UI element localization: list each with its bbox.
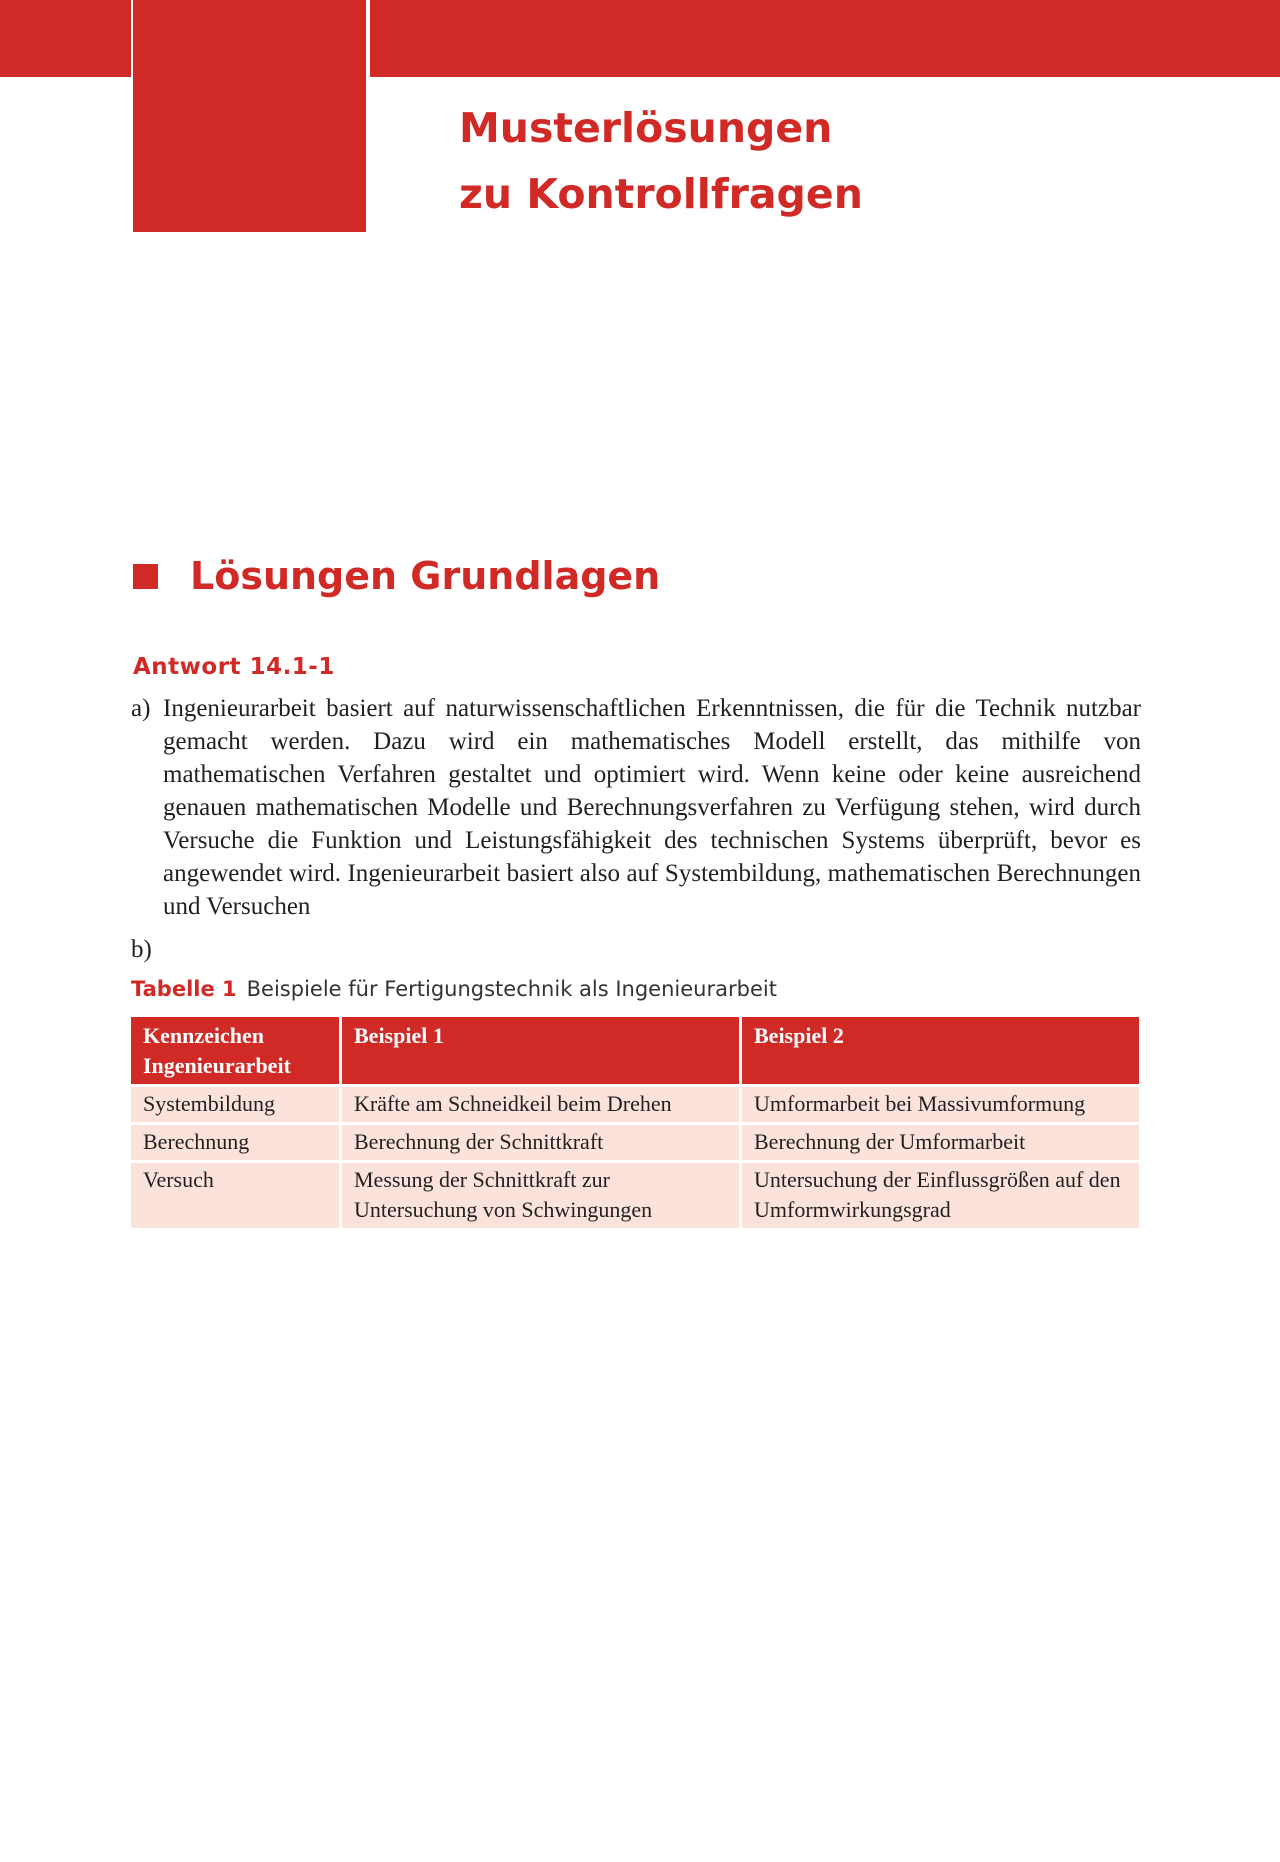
answer-part-b-marker: b): [131, 936, 152, 963]
chapter-color-block: [133, 0, 366, 232]
table-row: [131, 1125, 1139, 1160]
table-header-cell: Beispiel 2: [742, 1017, 1139, 1084]
header-band-right: [370, 0, 1280, 77]
table-caption-text: Beispiele für Fertigungstechnik als Ingenieurarbeit: [246, 977, 777, 1001]
table-row: [131, 1163, 1139, 1228]
table-header-cell: Kennzeichen Ingenieurarbeit: [131, 1017, 339, 1084]
section-heading-text: Lösungen Grundlagen: [190, 554, 661, 598]
answer-label: Antwort 14.1-1: [133, 654, 335, 680]
table-caption-label: Tabelle 1: [131, 977, 237, 1001]
table-caption: [131, 974, 777, 1004]
table-row: [131, 1087, 1139, 1122]
table-cell: Untersuchung der Einflussgrößen auf den Umformwirkungsgrad: [742, 1163, 1139, 1228]
answer-part-a: [131, 692, 1141, 923]
table-cell: Messung der Schnittkraft zur Untersuchung von Schwingungen: [342, 1163, 739, 1228]
table-header-row: [131, 1017, 1139, 1084]
chapter-title: [459, 95, 863, 227]
chapter-title-line-1: Musterlösungen: [459, 104, 833, 152]
chapter-title-line-2: zu Kontrollfragen: [459, 170, 863, 218]
answer-part-a-text: Ingenieurarbeit basiert auf naturwissenschaftlichen Erkenntnissen, die für die Technik nutzbar gemacht werden. Dazu wird ein mathematisches Modell erstellt, das mithilfe von mathematischen Verfahren gestaltet und optimiert wird. Wenn keine oder keine ausreichend genauen mathematischen Modelle und Berechnungsverfahren zu Verfügung stehen, wird durch Versuche die Funktion und Leistungsfähigkeit des technischen Systems überprüft, bevor es angewendet wird. Ingenieurarbeit basiert also auf Systembildung, mathematischen Berechnungen und Versuchen: [163, 695, 1141, 920]
table-cell: Kräfte am Schneidkeil beim Drehen: [342, 1087, 739, 1122]
table-header-cell: Beispiel 1: [342, 1017, 739, 1084]
examples-table: [128, 1014, 1142, 1231]
table-cell: Berechnung der Schnittkraft: [342, 1125, 739, 1160]
table-cell: Umformarbeit bei Massivumformung: [742, 1087, 1139, 1122]
square-bullet-icon: [133, 564, 158, 589]
header-band-left: [0, 0, 131, 77]
table-cell: Berechnung der Umformarbeit: [742, 1125, 1139, 1160]
table-cell: Berechnung: [131, 1125, 339, 1160]
answer-part-a-marker: a): [131, 695, 151, 722]
section-heading: [133, 548, 660, 604]
table-cell: Systembildung: [131, 1087, 339, 1122]
table-cell: Versuch: [131, 1163, 339, 1228]
